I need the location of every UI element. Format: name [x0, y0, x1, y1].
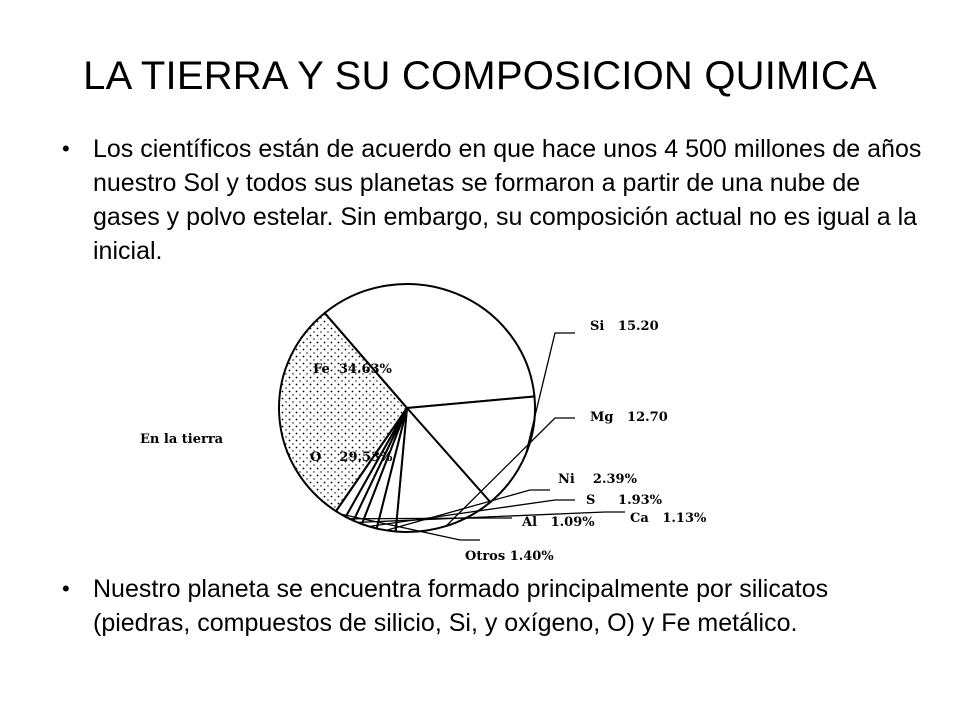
composition-pie-chart [120, 278, 720, 568]
bullet-1 [62, 132, 922, 268]
slide-title: LA TIERRA Y SU COMPOSICION QUIMICA [83, 54, 877, 98]
bullet-dot-icon: • [62, 576, 70, 601]
slice-label-s: S 1.93% [586, 493, 663, 508]
chart-side-label: En la tierra [140, 432, 224, 447]
slice-label-o: O 29.53% [310, 450, 393, 465]
leader-line-al [350, 518, 512, 519]
bullet-2-text: Nuestro planeta se encuentra formado principalmente por silicatos (piedras, compuestos de silicio, Si, y oxígeno, O) y Fe metálico. [93, 575, 829, 637]
bullet-1-text: Los científicos están de acuerdo en que hace unos 4 500 millones de años nuestro Sol y todos sus planetas se formaron a partir de una nube de gases y polvo estelar. Sin embargo, su composición actual no es igual a la inicial. [93, 135, 922, 265]
bullet-dot-icon: • [62, 136, 70, 161]
slice-label-al: Al 1.09% [522, 515, 595, 530]
slice-label-otros: Otros 1.40% [465, 549, 554, 564]
slice-label-mg: Mg 12.70 [590, 410, 668, 425]
slice-label-si: Si 15.20 [590, 319, 659, 334]
slice-label-ni: Ni 2.39% [558, 472, 637, 487]
slice-label-ca: Ca 1.13% [630, 511, 707, 526]
slice-label-fe: Fe 34.63% [313, 362, 392, 377]
bullet-2 [62, 572, 922, 640]
